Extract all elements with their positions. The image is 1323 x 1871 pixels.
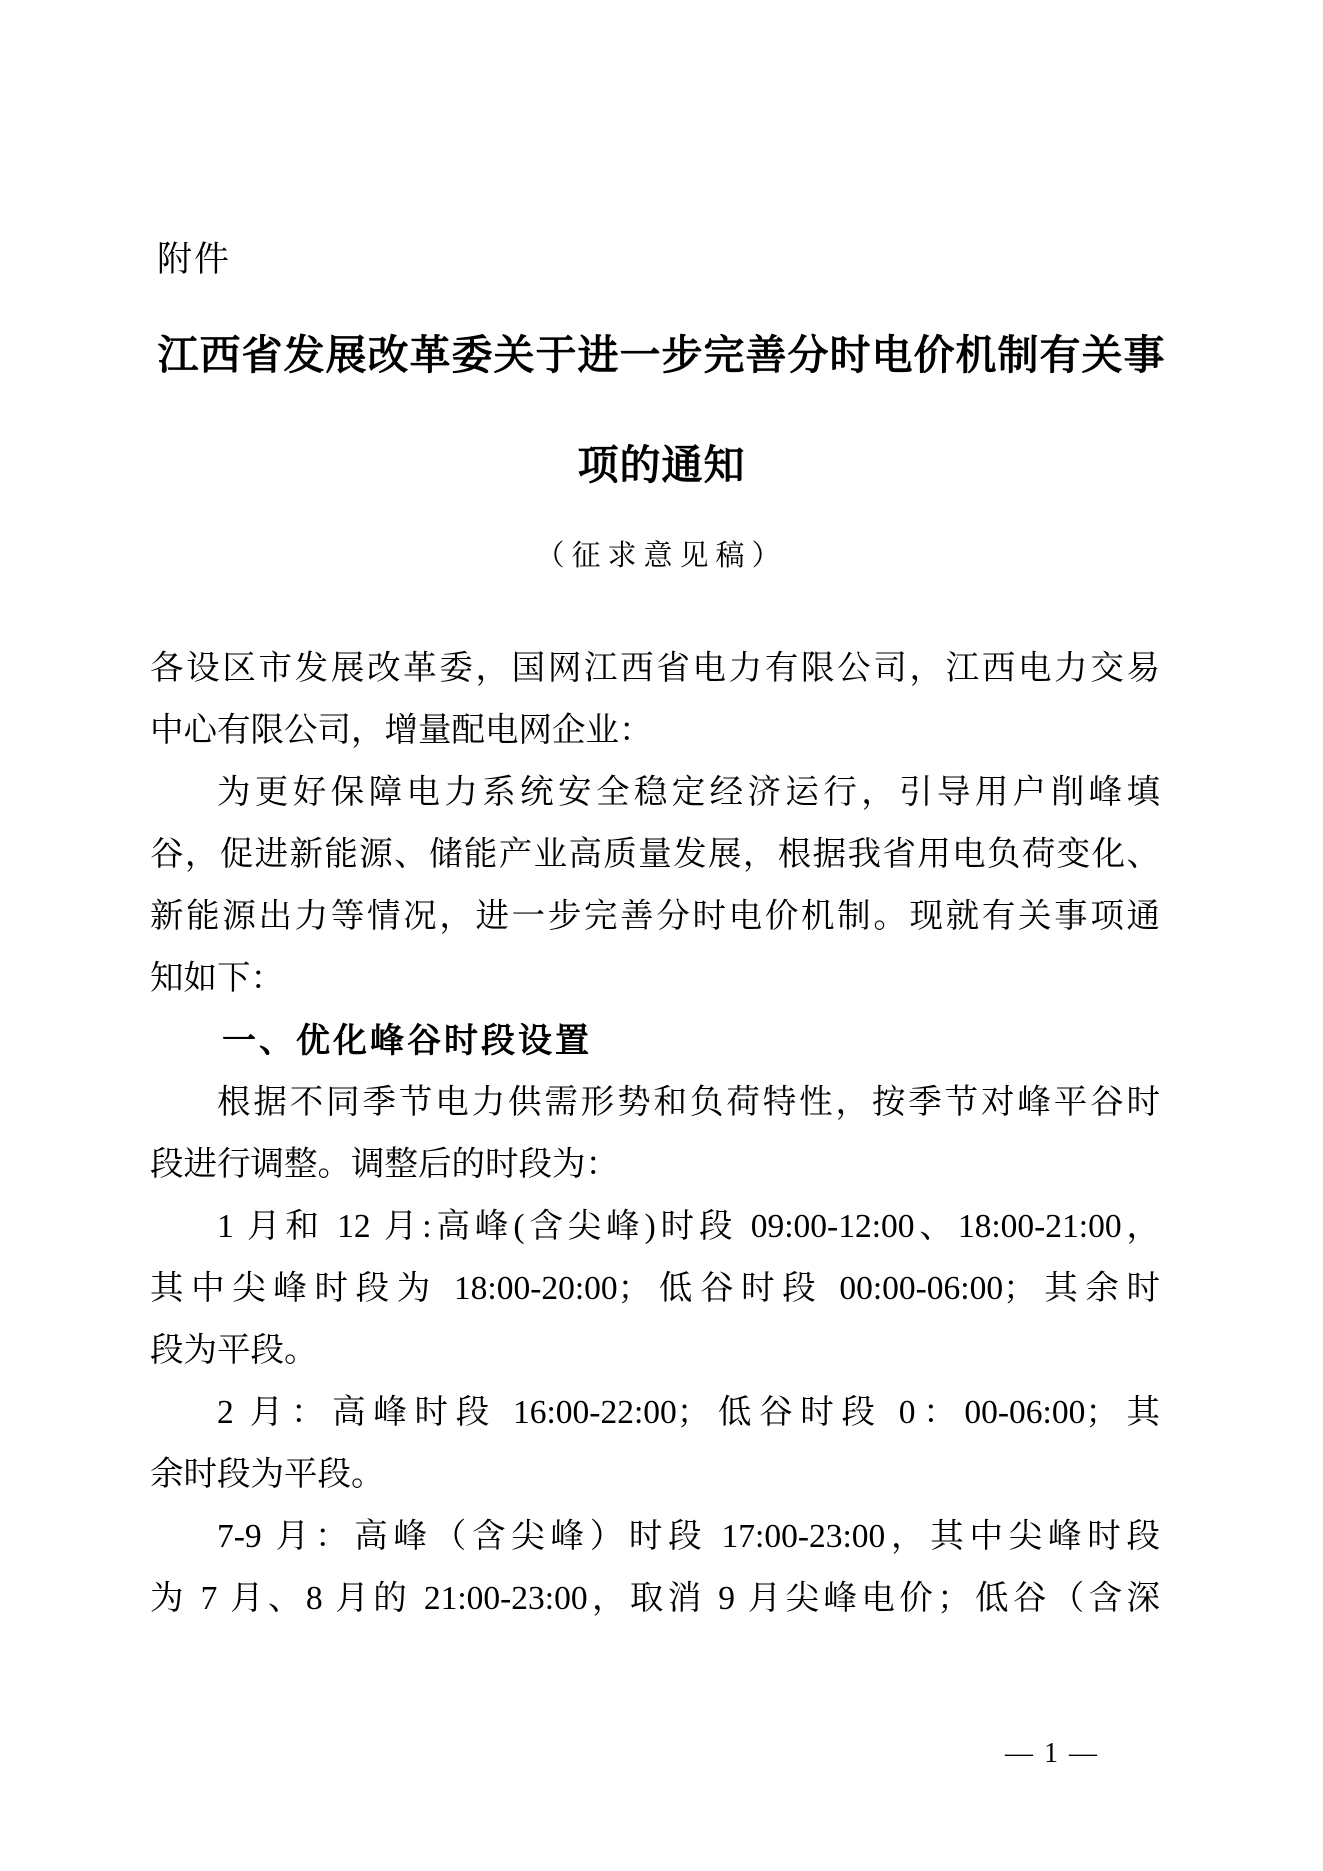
body-line: 为更好保障电力系统安全稳定经济运行，引导用户削峰填 <box>217 774 1160 811</box>
body-line: 中心有限公司，增量配电网企业： <box>150 712 653 749</box>
body-line: 1 月和 12 月:高峰(含尖峰)时段 09:00-12:00、18:00-21:00， <box>217 1208 1160 1245</box>
section-heading: 一、优化峰谷时段设置 <box>222 1022 592 1060</box>
attachment-label: 附件 <box>157 240 232 279</box>
body-line: 其中尖峰时段为 18:00-20:00；低谷时段 00:00-06:00；其余时 <box>150 1270 1160 1307</box>
document-title <box>140 300 1183 520</box>
body-line: 余时段为平段。 <box>150 1456 385 1493</box>
document-subtitle: （征求意见稿） <box>535 540 788 572</box>
body-line: 段进行调整。调整后的时段为： <box>150 1146 619 1183</box>
body-line: 根据不同季节电力供需形势和负荷特性，按季节对峰平谷时 <box>217 1084 1160 1121</box>
body-line: 7-9 月：高峰（含尖峰）时段 17:00-23:00，其中尖峰时段 <box>217 1518 1160 1555</box>
document-body <box>150 638 1160 1630</box>
body-line: 知如下： <box>150 960 284 997</box>
body-line: 段为平段。 <box>150 1332 318 1369</box>
page-number: — 1 — <box>1005 1738 1099 1769</box>
body-line: 各设区市发展改革委，国网江西省电力有限公司，江西电力交易 <box>150 650 1160 687</box>
document-title-line2: 项的通知 <box>577 442 746 488</box>
body-line: 2 月：高峰时段 16:00-22:00；低谷时段 0：00-06:00；其 <box>217 1394 1160 1431</box>
body-line: 为 7 月、8 月的 21:00-23:00，取消 9 月尖峰电价；低谷（含深 <box>150 1580 1160 1617</box>
body-line: 谷，促进新能源、储能产业高质量发展，根据我省用电负荷变化、 <box>150 836 1160 873</box>
document-title-line1: 江西省发展改革委关于进一步完善分时电价机制有关事 <box>157 332 1166 378</box>
body-line: 新能源出力等情况，进一步完善分时电价机制。现就有关事项通 <box>150 898 1160 935</box>
